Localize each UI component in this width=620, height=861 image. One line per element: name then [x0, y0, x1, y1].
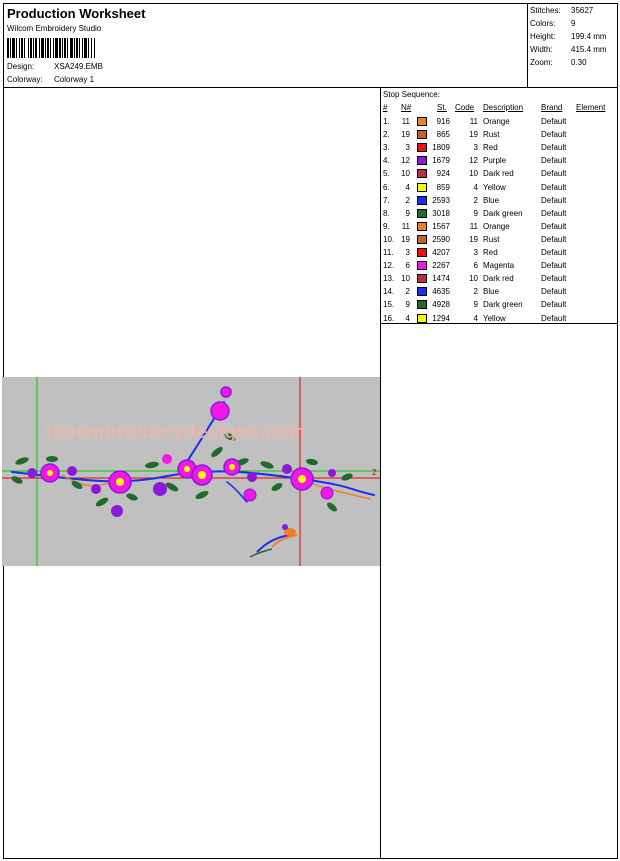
table-row — [381, 221, 617, 234]
design-stats — [527, 4, 617, 88]
bird — [250, 524, 297, 557]
row-num: 10. — [383, 234, 395, 244]
row-brand: Default — [541, 117, 567, 126]
row-code: 12 — [469, 156, 478, 166]
row-num: 13. — [383, 274, 395, 284]
row-needle: 9 — [405, 300, 410, 310]
stop-sequence-table — [381, 88, 617, 324]
table-row — [381, 129, 617, 142]
color-swatch — [417, 222, 427, 231]
row-stitches: 1474 — [432, 274, 450, 284]
row-brand: Default — [541, 300, 567, 310]
header-element: Element — [576, 103, 606, 112]
design-preview — [2, 377, 380, 566]
colorway-row — [7, 75, 95, 84]
row-description: Orange — [483, 221, 510, 231]
row-needle: 4 — [405, 313, 410, 323]
row-num: 8. — [383, 208, 390, 218]
row-stitches: 2590 — [432, 234, 450, 244]
row-description: Rust — [483, 234, 500, 244]
row-needle: 11 — [401, 117, 410, 126]
row-description: Dark green — [483, 208, 523, 218]
table-row — [381, 208, 617, 221]
header-code: Code — [455, 103, 475, 112]
row-description: Yellow — [483, 313, 506, 323]
row-needle: 19 — [401, 130, 410, 140]
row-num: 7. — [383, 195, 390, 205]
row-brand: Default — [541, 274, 567, 284]
row-description: Rust — [483, 130, 500, 140]
row-stitches: 916 — [436, 117, 450, 126]
color-swatch — [417, 196, 427, 205]
row-code: 19 — [469, 130, 478, 140]
row-brand: Default — [541, 221, 567, 231]
header-stitches: St. — [437, 103, 447, 112]
row-needle: 6 — [405, 261, 410, 271]
color-swatch — [417, 300, 427, 309]
color-swatch — [417, 130, 427, 139]
row-needle: 3 — [405, 248, 410, 257]
color-swatch — [417, 143, 427, 152]
row-code: 9 — [473, 208, 478, 218]
row-code: 4 — [473, 182, 478, 192]
table-row — [381, 234, 617, 247]
table-row — [381, 313, 617, 326]
row-code: 11 — [469, 117, 478, 126]
row-description: Red — [483, 143, 498, 153]
row-brand: Default — [541, 143, 567, 153]
table-row — [381, 182, 617, 195]
table-row — [381, 247, 617, 260]
table-row — [381, 116, 617, 129]
stat-zoom: Zoom: 0.30 — [530, 58, 587, 67]
table-row — [381, 142, 617, 155]
page-title: Production Worksheet — [7, 6, 146, 21]
row-brand: Default — [541, 287, 567, 297]
row-needle: 10 — [401, 169, 410, 179]
worksheet-header — [4, 4, 617, 88]
row-code: 6 — [473, 261, 478, 271]
table-row — [381, 155, 617, 168]
stat-stitches: Stitches: 35627 — [530, 6, 594, 15]
color-swatch — [417, 248, 427, 257]
table-row — [381, 299, 617, 312]
row-needle: 12 — [401, 156, 410, 166]
row-num: 5. — [383, 169, 390, 179]
row-code: 10 — [469, 169, 478, 179]
row-brand: Default — [541, 313, 567, 323]
row-needle: 4 — [405, 182, 410, 192]
row-code: 10 — [469, 274, 478, 284]
stop-sequence-header — [381, 103, 617, 115]
row-stitches: 3018 — [432, 208, 450, 218]
row-description: Orange — [483, 117, 510, 126]
header-num: # — [383, 103, 388, 112]
row-description: Purple — [483, 156, 507, 166]
row-needle: 19 — [401, 234, 410, 244]
table-row — [381, 273, 617, 286]
row-stitches: 1294 — [432, 313, 450, 323]
row-code: 3 — [473, 248, 478, 257]
row-brand: Default — [541, 261, 567, 271]
row-num: 6. — [383, 182, 390, 192]
row-num: 2. — [383, 130, 390, 140]
color-swatch — [417, 156, 427, 165]
header-description: Description — [483, 103, 524, 112]
stat-height: Height: 199.4 mm — [530, 32, 607, 41]
barcode — [7, 38, 135, 58]
row-needle: 9 — [405, 208, 410, 218]
row-stitches: 2593 — [432, 195, 450, 205]
row-brand: Default — [541, 182, 567, 192]
row-num: 4. — [383, 156, 390, 166]
row-stitches: 1567 — [432, 221, 450, 231]
row-stitches: 1809 — [432, 143, 450, 153]
stat-colors: Colors: 9 — [530, 19, 576, 28]
row-code: 9 — [473, 300, 478, 310]
watermark-text: topembroiderydesigns.com — [45, 422, 307, 443]
vine-stems — [12, 402, 377, 502]
design-row — [7, 62, 103, 71]
stop-sequence-title: Stop Sequence: — [383, 90, 440, 99]
row-stitches: 4928 — [432, 300, 450, 310]
row-num: 1. — [383, 117, 390, 126]
row-num: 15. — [383, 300, 395, 310]
row-needle: 2 — [405, 287, 410, 297]
row-num: 11. — [383, 248, 394, 257]
row-stitches: 865 — [436, 130, 450, 140]
table-row — [381, 286, 617, 299]
flowers — [27, 387, 336, 517]
row-brand: Default — [541, 248, 567, 257]
row-stitches: 859 — [436, 182, 450, 192]
table-row — [381, 260, 617, 273]
color-swatch — [417, 261, 427, 270]
stat-width: Width: 415.4 mm — [530, 45, 607, 54]
row-num: 12. — [383, 261, 395, 271]
color-swatch — [417, 209, 427, 218]
row-num: 16. — [383, 313, 395, 323]
row-code: 19 — [469, 234, 478, 244]
row-description: Magenta — [483, 261, 515, 271]
row-code: 4 — [473, 313, 478, 323]
design-label: Design: — [7, 62, 35, 71]
color-swatch — [417, 117, 427, 126]
row-brand: Default — [541, 234, 567, 244]
color-swatch — [417, 287, 427, 296]
row-stitches: 1679 — [432, 156, 450, 166]
color-swatch — [417, 183, 427, 192]
colorway-label: Colorway: — [7, 75, 43, 84]
end-marker-label: 2 — [372, 468, 377, 477]
row-num: 14. — [383, 287, 395, 297]
row-brand: Default — [541, 208, 567, 218]
row-brand: Default — [541, 195, 567, 205]
row-num: 3. — [383, 143, 390, 153]
row-needle: 3 — [405, 143, 410, 153]
table-row — [381, 195, 617, 208]
row-stitches: 2267 — [432, 261, 450, 271]
header-brand: Brand — [541, 103, 563, 112]
colorway-value: Colorway 1 — [54, 75, 95, 84]
row-stitches: 4635 — [432, 287, 450, 297]
color-swatch — [417, 314, 427, 323]
row-description: Red — [483, 248, 498, 257]
row-needle: 2 — [405, 195, 410, 205]
row-brand: Default — [541, 156, 567, 166]
row-description: Blue — [483, 287, 500, 297]
row-num: 9. — [383, 221, 390, 231]
row-stitches: 4207 — [432, 248, 450, 257]
row-brand: Default — [541, 130, 567, 140]
row-description: Dark red — [483, 169, 514, 179]
design-file-name: XSA249.EMB — [54, 62, 103, 71]
row-needle: 10 — [401, 274, 410, 284]
header-needle: N# — [401, 103, 412, 112]
row-description: Yellow — [483, 182, 506, 192]
row-description: Dark red — [483, 274, 514, 284]
row-description: Blue — [483, 195, 500, 205]
production-worksheet — [3, 3, 618, 859]
row-stitches: 924 — [436, 169, 450, 179]
table-row — [381, 168, 617, 181]
row-code: 2 — [473, 195, 478, 205]
row-code: 2 — [473, 287, 478, 297]
color-swatch — [417, 169, 427, 178]
row-needle: 11 — [401, 221, 410, 231]
software-name: Wilcom Embroidery Studio — [7, 24, 102, 33]
row-code: 11 — [469, 221, 478, 231]
color-swatch — [417, 235, 427, 244]
row-brand: Default — [541, 169, 567, 179]
embroidery-preview-svg — [2, 377, 380, 566]
color-swatch — [417, 274, 427, 283]
row-description: Dark green — [483, 300, 523, 310]
row-code: 3 — [473, 143, 478, 153]
